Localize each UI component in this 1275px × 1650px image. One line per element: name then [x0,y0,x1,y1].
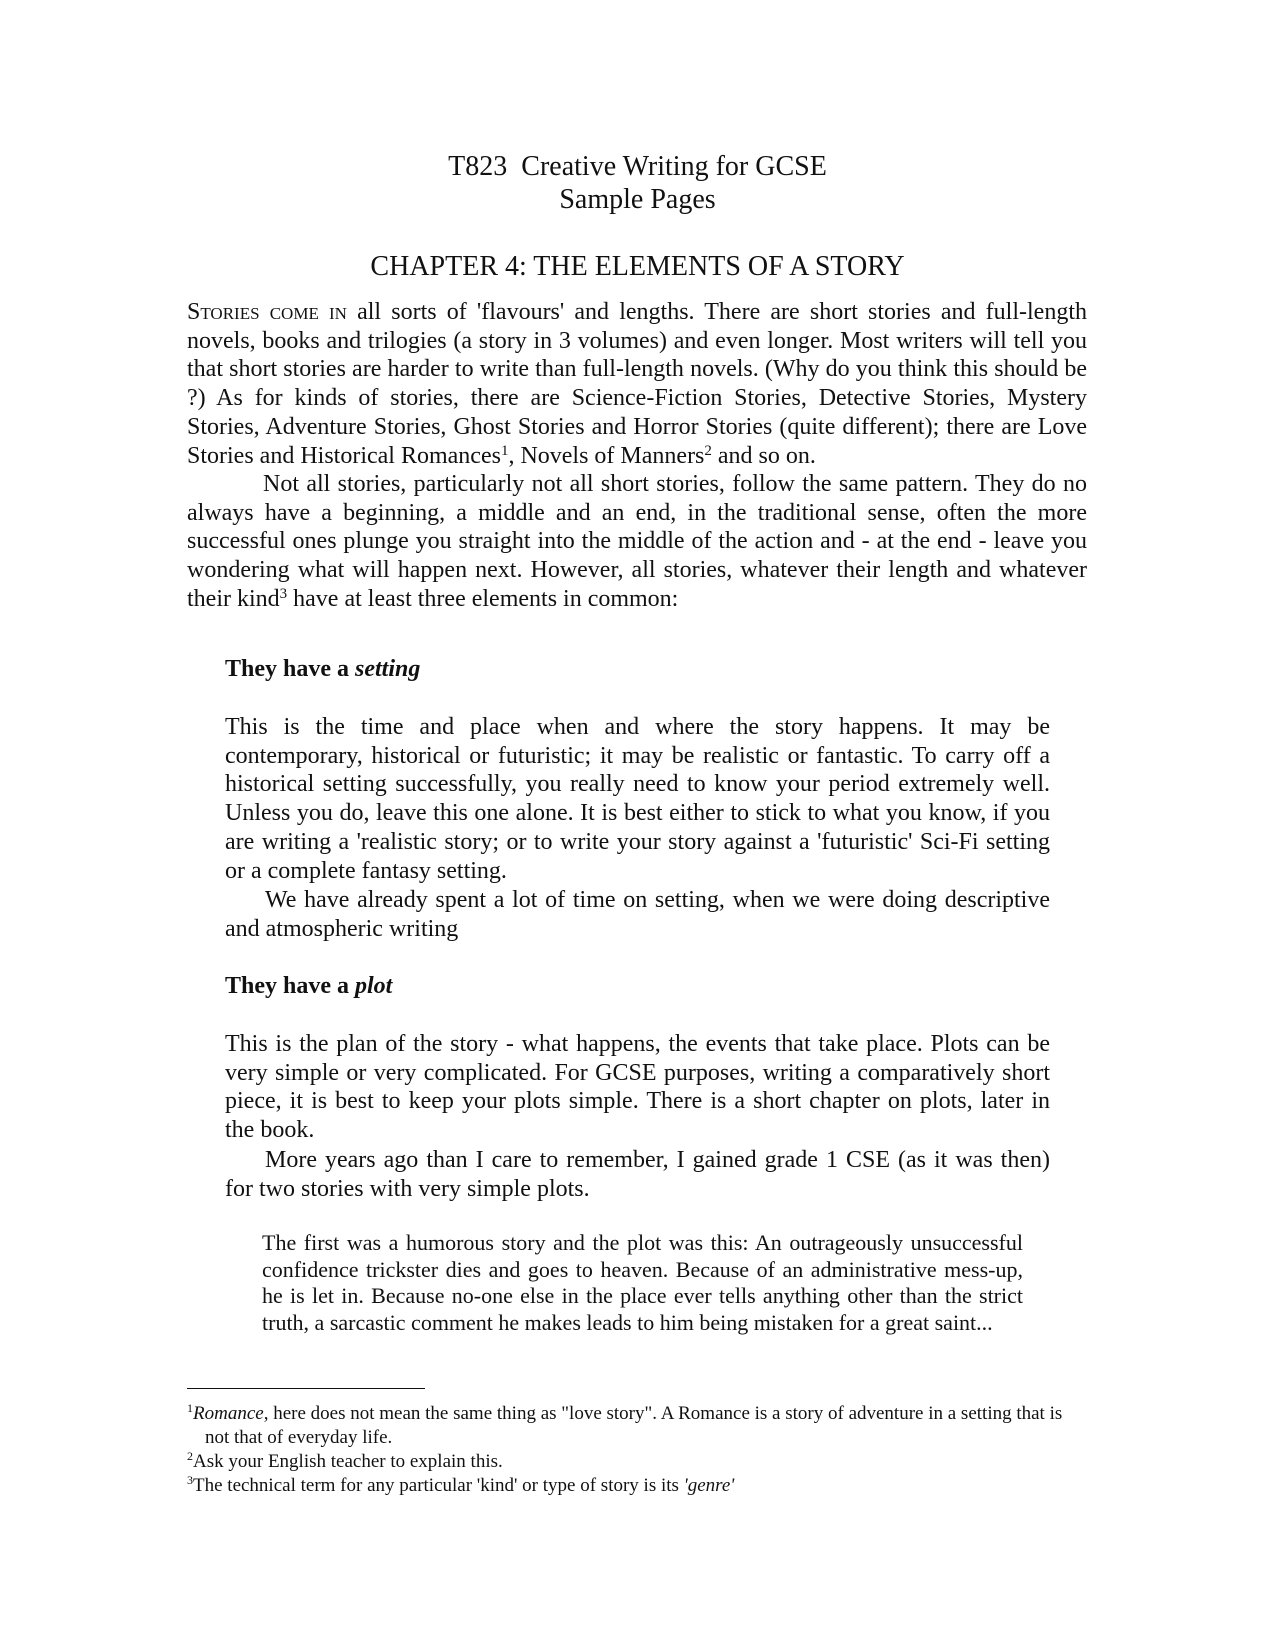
intro-text-a: all sorts of 'flavours' and lengths. There are short stories and full-length novels, books and trilogies (a story in 3 volumes) and even longer. Most writers will tell you that short stories are harder to write than full-length novels. (Why do you think this should be ?) As for kinds of stories, there are Science-Fiction Stories, Detective Stories, Mystery Stories, Adventure Stories, Ghost Stories and Horror Stories (quite different); there are Love Stories and Historical Romances [187,299,1087,469]
footnote-ref-3: 3 [279,585,288,602]
chapter-heading: CHAPTER 4: THE ELEMENTS OF A STORY [370,251,905,282]
footnote-1-text: , here does not mean the same thing as "love story". A Romance is a story of adventure in a setting that is not that of everyday life. [205,1403,1063,1448]
title-line-1: T823 Creative Writing for GCSE [448,151,827,182]
intro-p2-text-b: have at least three elements in common: [287,585,679,612]
footnote-3-text: The technical term for any particular 'kind' or type of story is its [193,1475,684,1496]
setting-paragraph-2: We have already spent a lot of time on setting, when we were doing descriptive and atmospheric writing [225,887,1050,942]
footnote-2-text: Ask your English teacher to explain this. [193,1451,503,1472]
footnote-1 [187,1402,1067,1450]
footnotes [187,1402,1067,1498]
intro-paragraph-2 [187,470,1087,614]
footnote-divider [187,1388,425,1389]
section-heading-setting [225,656,420,683]
footnote-2-mark: 2 [187,1449,193,1463]
footnote-2 [187,1450,1067,1474]
title-line-2: Sample Pages [559,184,716,215]
setting-heading-text: They have a [225,656,356,682]
footnote-3-mark: 3 [187,1473,193,1487]
setting-paragraph-1: This is the time and place when and where the story happens. It may be contemporary, historical or futuristic; it may be realistic or fantastic. To carry off a historical setting successfully, you really need to know your period extremely well. Unless you do, leave this one alone. It is best either to stick to what you know, if you are writing a 'realistic story; or to write your story against a 'futuristic' Sci-Fi setting or a complete fantasy setting. [225,714,1050,884]
footnote-ref-1: 1 [500,442,509,459]
plot-heading-text: They have a [225,973,356,999]
footnote-1-italic: Romance [193,1403,264,1424]
intro-text-b: , Novels of Manners [508,442,705,469]
plot-paragraph-2: More years ago than I care to remember, I gained grade 1 CSE (as it was then) for two stories with very simple plots. [225,1147,1050,1202]
intro-lead-in: Stories come in [187,299,347,325]
footnote-3 [187,1474,1067,1498]
footnote-1-mark: 1 [187,1401,193,1415]
plot-example-quote: The first was a humorous story and the plot was this: An outrageously unsuccessful confidence trickster dies and goes to heaven. Because of an administrative mess-up, he is let in. Because no-one else in the place ever tells anything other than the strict truth, a sarcastic comment he makes leads to him being mistaken for a great saint... [262,1230,1023,1335]
footnote-3-italic: 'genre' [683,1475,735,1496]
plot-paragraph-1: This is the plan of the story - what happens, the events that take place. Plots can be very simple or very complicated. For GCSE purposes, writing a comparatively short piece, it is best to keep your plots simple. There is a short chapter on plots, later in the book. [225,1031,1050,1144]
footnote-ref-2: 2 [704,442,712,459]
section-heading-plot [225,973,392,1000]
intro-p2-text-a: Not all stories, particularly not all short stories, follow the same pattern. They do no always have a beginning, a middle and an end, in the traditional sense, often the more successful ones plunge you straight into the middle of the action and - at the end - leave you wondering what will happen next. However, all stories, whatever their length and whatever their kind [187,471,1087,612]
intro-text-c: and so on. [711,442,816,469]
document-title [0,150,1275,216]
plot-heading-italic: plot [355,973,393,999]
setting-heading-italic: setting [355,656,421,682]
intro-paragraph-1 [187,298,1087,470]
